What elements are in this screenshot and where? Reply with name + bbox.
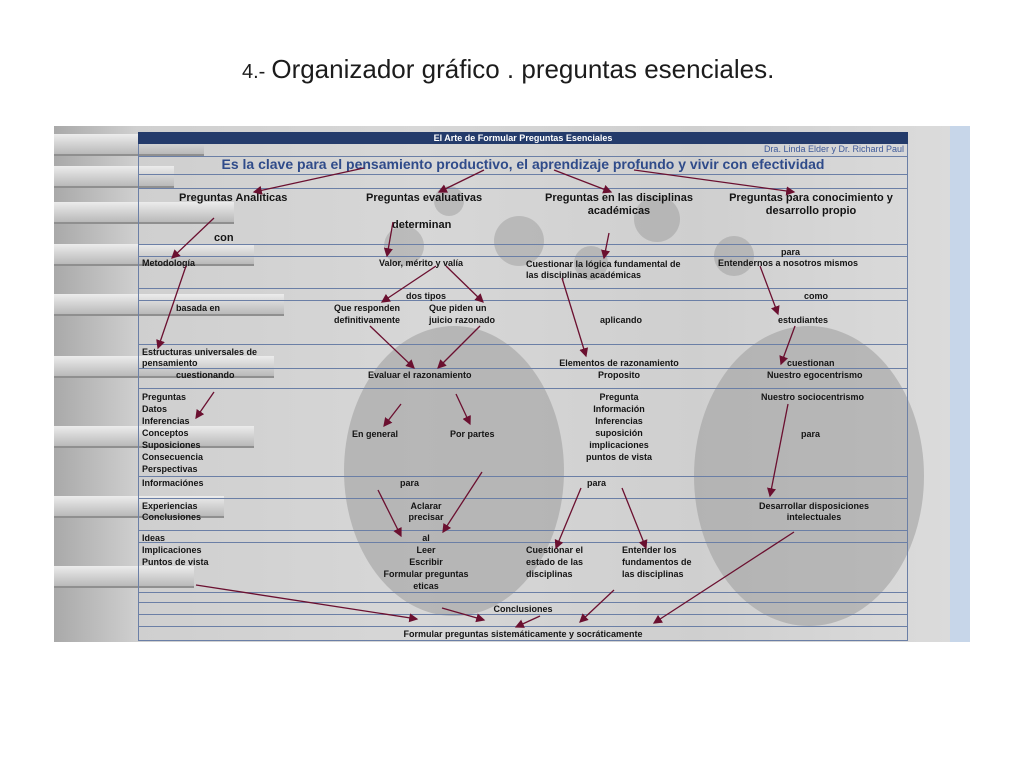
arrow	[370, 326, 414, 368]
slide-number: 4.-	[242, 61, 266, 83]
node-egocentrismo: Nuestro egocentrismo	[767, 370, 863, 380]
node-piden-2: juicio razonado	[429, 315, 496, 325]
node-fundamentos-3: las disciplinas	[622, 569, 684, 579]
label-dos-tipos: dos tipos	[406, 291, 446, 301]
arrow	[554, 170, 611, 192]
arrow	[439, 170, 484, 192]
label-con: con	[214, 232, 234, 244]
node-estudiantes: estudiantes	[778, 315, 829, 325]
list-item: implicaciones	[589, 440, 649, 450]
arrow	[516, 616, 540, 627]
node-desarrollar-1: Desarrollar disposiciones	[758, 501, 870, 511]
node-footer: Formular preguntas sistemáticamente y socráticamente	[403, 629, 643, 639]
element-item: Preguntas	[142, 392, 187, 402]
list-item: Información	[593, 404, 645, 414]
arrow	[382, 266, 436, 302]
label-determinan: determinan	[392, 219, 452, 231]
node-elementos: Elementos de razonamiento	[559, 358, 679, 368]
element-item: Consecuencia	[142, 452, 204, 462]
element-item: Ideas	[142, 533, 166, 543]
node-en-general: En general	[352, 429, 399, 439]
category-disciplines-2: académicas	[587, 205, 651, 217]
element-item: Experiencias	[142, 501, 198, 511]
list-item: puntos de vista	[585, 452, 652, 462]
list-item: Pregunta	[599, 392, 639, 402]
tagline: Es la clave para el pensamiento productivo, el aprendizaje profundo y vivir con efectividad	[221, 156, 825, 172]
arrow	[604, 233, 609, 258]
arrow	[196, 585, 417, 619]
category-self-2: desarrollo propio	[765, 205, 857, 217]
node-estado-3: disciplinas	[526, 569, 573, 579]
node-precisar: precisar	[408, 512, 444, 522]
concept-map	[54, 126, 970, 642]
slide-title	[242, 54, 774, 85]
node-conclusiones: Conclusiones	[493, 604, 553, 614]
node-leer: Leer	[416, 545, 436, 555]
label-para: para	[587, 478, 607, 488]
label-aplicando: aplicando	[600, 315, 643, 325]
node-sociocentrismo: Nuestro sociocentrismo	[761, 392, 865, 402]
connector-arrows	[54, 126, 970, 642]
node-aclarar: Aclarar	[410, 501, 442, 511]
arrow	[446, 266, 483, 302]
arrow	[387, 222, 393, 256]
node-fundamentos-1: Entender los	[622, 545, 677, 555]
arrow	[438, 326, 480, 368]
node-desarrollar-2: intelectuales	[786, 512, 842, 522]
arrow	[760, 266, 778, 314]
node-estado-1: Cuestionar el	[526, 545, 584, 555]
node-formular: Formular preguntas	[383, 569, 469, 579]
list-item: suposición	[595, 428, 643, 438]
category-analytical: Preguntas Analíticas	[179, 192, 288, 204]
node-estructuras-2: pensamiento	[142, 358, 198, 368]
label-cuestionan: cuestionan	[787, 358, 835, 368]
element-item: Perspectivas	[142, 464, 198, 474]
arrow	[378, 490, 401, 536]
element-item: Puntos de vista	[142, 557, 209, 567]
element-item: Implicaciones	[142, 545, 202, 555]
node-estructuras-1: Estructuras universales de	[142, 347, 258, 357]
list-item: Inferencias	[595, 416, 643, 426]
node-valor: Valor, mérito y valía	[379, 258, 464, 268]
node-por-partes: Por partes	[450, 429, 495, 439]
arrow	[172, 218, 214, 258]
node-responden-2: definitivamente	[334, 315, 401, 325]
arrow	[622, 488, 646, 548]
arrow	[654, 532, 794, 623]
label-al: al	[422, 533, 430, 543]
arrow	[443, 472, 482, 532]
slide-title-text: Organizador gráfico . preguntas esenciales.	[271, 54, 775, 84]
authors: Dra. Linda Elder y Dr. Richard Paul	[763, 144, 904, 154]
label-para: para	[781, 247, 801, 257]
diagram-header: El Arte de Formular Preguntas Esenciales	[138, 132, 908, 144]
element-item: Inferencias	[142, 416, 190, 426]
arrow	[781, 326, 795, 364]
node-estado-2: estado de las	[526, 557, 584, 567]
label-cuestionando: cuestionando	[176, 370, 235, 380]
arrow	[456, 394, 470, 424]
arrow	[158, 266, 186, 348]
node-eticas: eticas	[413, 581, 439, 591]
element-item: Informaciónes	[142, 478, 204, 488]
category-self-1: Preguntas para conocimiento y	[729, 192, 893, 204]
element-item: Suposiciones	[142, 440, 201, 450]
arrow	[770, 404, 788, 496]
node-escribir: Escribir	[409, 557, 443, 567]
arrow	[254, 168, 364, 192]
node-responden-1: Que responden	[334, 303, 401, 313]
arrow	[634, 170, 794, 192]
arrow	[562, 278, 586, 356]
arrow	[384, 404, 401, 426]
element-item: Conclusiones	[142, 512, 202, 522]
label-para: para	[801, 429, 821, 439]
arrow	[580, 590, 614, 622]
arrow	[196, 392, 214, 418]
arrow	[556, 488, 581, 548]
list-item: Proposito	[598, 370, 640, 380]
category-evaluative: Preguntas evaluativas	[366, 192, 483, 204]
node-cuestionar-1: Cuestionar la lógica fundamental de	[526, 259, 681, 269]
node-fundamentos-2: fundamentos de	[622, 557, 692, 567]
node-cuestionar-2: las disciplinas académicas	[526, 270, 642, 280]
label-basada-en: basada en	[176, 303, 221, 313]
element-item: Datos	[142, 404, 168, 414]
label-para: para	[400, 478, 420, 488]
arrow	[442, 608, 484, 620]
node-evaluar: Evaluar el razonamiento	[368, 370, 472, 380]
element-item: Conceptos	[142, 428, 189, 438]
node-metodologia: Metodología	[142, 258, 195, 268]
node-entendernos: Entendernos a nosotros mismos	[718, 258, 859, 268]
category-disciplines-1: Preguntas en las disciplinas	[545, 192, 693, 204]
node-piden-1: Que piden un	[429, 303, 487, 313]
label-como: como	[804, 291, 829, 301]
